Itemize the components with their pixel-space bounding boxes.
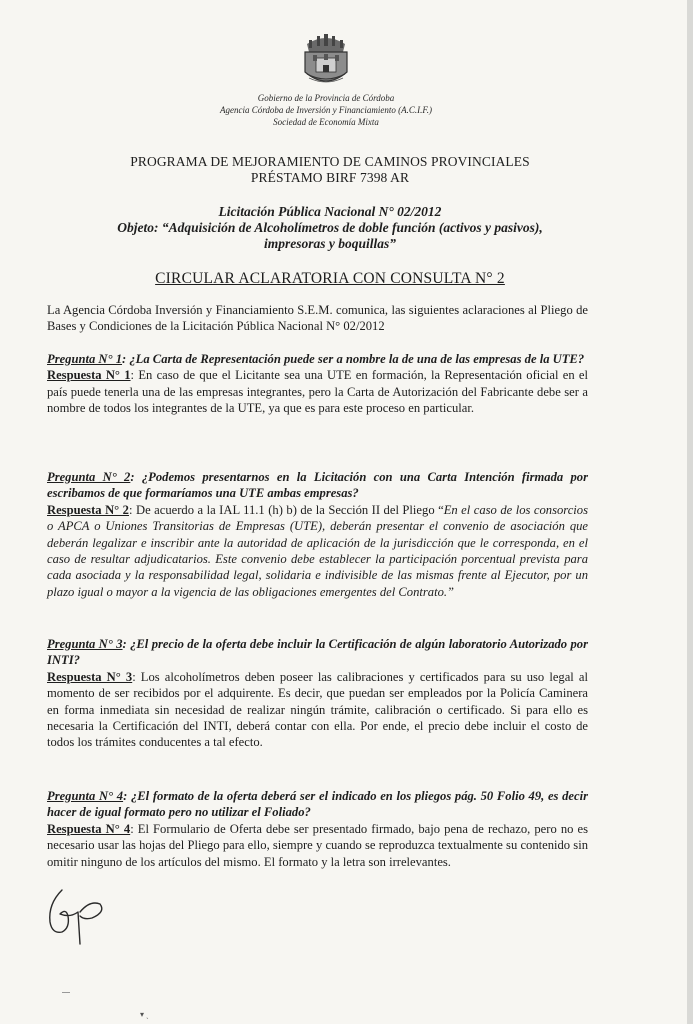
- program-title: PROGRAMA DE MEJORAMIENTO DE CAMINOS PROVINCIALES: [130, 154, 530, 169]
- answer-label: Respuesta N° 3: [47, 669, 133, 684]
- question-label: Pregunta N° 4: [47, 789, 124, 803]
- answer-text: De acuerdo a la IAL 11.1 (h) b) de la Sección II del Pliego “: [135, 502, 444, 517]
- question-text: ¿El precio de la oferta debe incluir la Certificación de algún laboratorio Autorizado por INTI?: [47, 637, 589, 668]
- intro-paragraph: La Agencia Córdoba Inversión y Financiamiento S.E.M. comunica, las siguientes aclaraciones al Pliego de Bases y Condiciones de la Licitación Pública Nacional N° 02/2012: [47, 303, 588, 334]
- tender-object-line1: Objeto: “Adquisición de Alcoholímetros de doble función (activos y pasivos),: [117, 220, 543, 235]
- question-text: ¿Podemos presentarnos en la Licitación con una Carta Intención firmada por escribamos de que formaríamos una UTE ambas empresas?: [47, 470, 588, 501]
- loan-title: PRÉSTAMO BIRF 7398 AR: [250, 170, 410, 185]
- handwritten-signature: [40, 882, 112, 952]
- qa-block-1: Pregunta N° 1: ¿La Carta de Representación puede ser a nombre la de una de las empresas de la UTE? Respuesta N° 1: En caso de que el Licitante sea una UTE en formación, la Representación oficial en el país puede tenerla una de las empresas integrantes, pero la Carta de Autorización del Fabricante debe ser a nombre de todos los integrantes de la UTE, ya que es para este proceso en particular.: [47, 352, 588, 416]
- qa-block-2: Pregunta N° 2: ¿Podemos presentarnos en la Licitación con una Carta Intención firmada por escribamos de que formaríamos una UTE ambas empresas? Respuesta N° 2: De acuerdo a la IAL 11.1 (h) b) de la Sección II del Pliego “En el caso de los consorcios o APCA o Uniones Transitorias de Empresas (UTE), deberán presentar el convenio de asociación que deberán legalizar e inscribir ante la autoridad de aplicación de la jurisdicción que le corresponda, en el caso de resultar adjudicatarios. Este convenio debe establecer la participación porcentual prevista para cada asociada y la responsabilidad legal, solidaria e indivisible de las mismas frente al Ejecutor, por un plazo igual o mayor a la vigencia de las obligaciones emergentes del Contrato.”: [47, 470, 588, 599]
- qa-block-3: Pregunta N° 3: ¿El precio de la oferta debe incluir la Certificación de algún laboratorio Autorizado por INTI? Respuesta N° 3: Los alcoholímetros deben poseer las calibraciones y certificados para su uso legal al momento de ser recibidos por el adquirente. Es decir, que puedan ser empleados por la Policía Caminera en forma inmediata sin necesidad de realizar ningún trámite, calibración o certificado. Si para ello es necesaria la Certificación del INTI, deberá contar con ella. Por ende, el precio debe incluir el costo de todos los trámites conducentes a tal efecto.: [47, 637, 589, 750]
- question-text: ¿La Carta de Representación puede ser a nombre la de una de las empresas de la UTE?: [129, 352, 585, 366]
- scan-mark: ▾ ˏ: [140, 1010, 149, 1019]
- coat-of-arms-icon: [299, 30, 353, 90]
- answer-text: En caso de que el Licitante sea una UTE en formación, la Representación oficial en el país puede tenerla una de las empresas integrantes, pero la Carta de Autorización del Fabricante debe ser a nombre de todos los integrantes de la UTE, ya que es para este proceso en particular.: [47, 368, 588, 416]
- tender-object-line2: impresoras y boquillas”: [263, 236, 396, 251]
- tender-number: Licitación Pública Nacional N° 02/2012: [218, 204, 442, 219]
- scan-mark-dash: [62, 992, 70, 993]
- header-agency: Agencia Córdoba de Inversión y Financiamiento (A.C.I.F.): [220, 105, 432, 115]
- answer-text: Los alcoholímetros deben poseer las calibraciones y certificados para su uso legal al momento de ser recibidos por el adquirente. Es decir, que puedan ser empleados por la Policía Caminera en forma inmediata sin necesidad de realizar ningún trámite, calibración o certificado. Si para ello es necesaria la Certificación del INTI, deberá contar con ella. Por ende, el precio debe incluir el costo de todos los trámites conducentes a tal efecto.: [47, 669, 588, 750]
- question-label: Pregunta N° 3: [47, 637, 123, 651]
- header-society: Sociedad de Economía Mixta: [273, 117, 379, 127]
- circular-title: CIRCULAR ACLARATORIA CON CONSULTA N° 2: [155, 270, 505, 287]
- qa-block-4: Pregunta N° 4: ¿El formato de la oferta deberá ser el indicado en los pliegos pág. 50 Folio 49, es decir hacer de igual formato pero no utilizar el Foliado? Respuesta N° 4: El Formulario de Oferta debe ser presentado firmado, bajo pena de rechazo, pero no es necesario usar las hojas del Pliego para ello, siempre y cuando se reproduzca textualmente su contenido sin omitir ninguno de los artículos del mismo. El formato y la letra son irrelevantes.: [47, 789, 589, 869]
- answer-label: Respuesta N° 4: [47, 821, 131, 836]
- answer-label: Respuesta N° 1: [47, 368, 131, 383]
- question-label: Pregunta N° 2: [47, 470, 131, 484]
- answer-text: El Formulario de Oferta debe ser presentado firmado, bajo pena de rechazo, pero no es necesario usar las hojas del Pliego para ello, siempre y cuando se reproduzca textualmente su contenido sin omitir ninguno de los artículos del mismo. El formato y la letra son irrelevantes.: [47, 821, 588, 869]
- question-text: ¿El formato de la oferta deberá ser el indicado en los pliegos pág. 50 Folio 49, es decir hacer de igual formato pero no utilizar el Foliado?: [47, 789, 589, 820]
- header-government: Gobierno de la Provincia de Córdoba: [257, 93, 395, 103]
- answer-quote: En el caso de los consorcios o APCA o Uniones Transitorias de Empresas (UTE), deberán presentar el convenio de asociación que deberán legalizar e inscribir ante la autoridad de aplicación de la jurisdicción que le corresponda, en el caso de resultar adjudicatarios. Este convenio debe establecer la participación porcentual prevista para cada asociada y la responsabilidad legal, solidaria e indivisible de las mismas frente al Ejecutor, por un plazo igual o mayor a la vigencia de las obligaciones emergentes del Contrato.”: [47, 502, 588, 599]
- answer-label: Respuesta N° 2: [47, 502, 129, 517]
- question-label: Pregunta N° 1: [47, 352, 123, 366]
- scan-edge: [687, 0, 693, 1024]
